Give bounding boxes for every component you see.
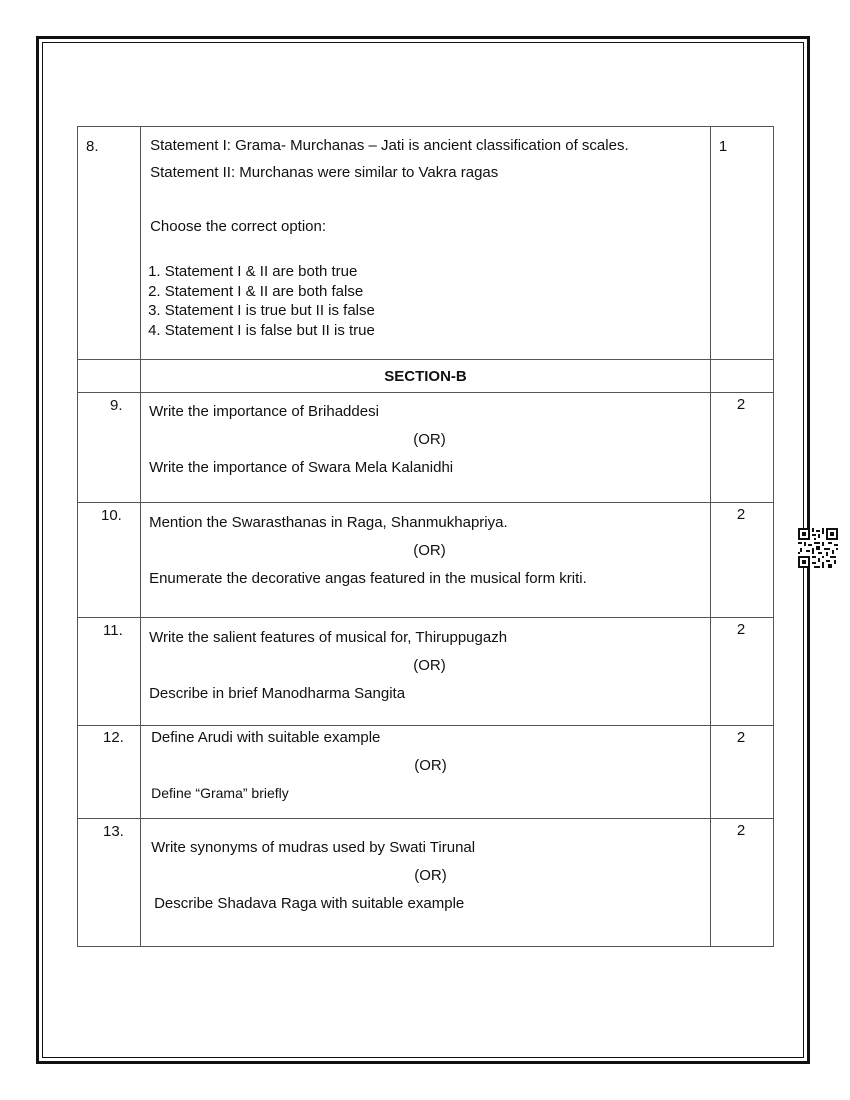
statement-text: Statement I: Grama- Murchanas – Jati is ancient classification of scales.	[150, 137, 629, 154]
marks-value: 2	[736, 822, 746, 839]
question-number-cell	[78, 127, 141, 360]
question-cell	[141, 393, 711, 503]
marks-value: 1	[718, 138, 728, 155]
question-cell	[141, 726, 711, 819]
marks-value: 2	[736, 396, 746, 413]
question-number: 9.	[110, 397, 123, 414]
question-number-cell	[78, 393, 141, 503]
table-row	[78, 503, 774, 618]
table-row	[78, 393, 774, 503]
or-separator: (OR)	[413, 431, 446, 448]
question-number-cell	[78, 618, 141, 726]
question-table	[77, 126, 774, 947]
question-number: 13.	[103, 823, 124, 840]
question-number: 8.	[86, 138, 99, 155]
section-title: SECTION-B	[384, 368, 467, 385]
question-text: Write synonyms of mudras used by Swati Tirunal	[151, 839, 476, 856]
marks-cell	[710, 393, 773, 503]
table-row	[78, 726, 774, 819]
marks-cell	[710, 819, 773, 947]
list-item: 1. Statement I & II are both true	[148, 263, 358, 280]
question-number-cell	[78, 819, 141, 947]
table-row	[78, 127, 774, 360]
marks-value: 2	[736, 621, 746, 638]
list-item: 3. Statement I is true but II is false	[148, 302, 375, 319]
question-text: Mention the Swarasthanas in Raga, Shanmukhapriya.	[149, 514, 508, 531]
table-row	[78, 819, 774, 947]
marks-value: 2	[736, 506, 746, 523]
question-cell	[141, 127, 711, 360]
section-header-cell	[141, 360, 711, 393]
marks-cell	[710, 503, 773, 618]
question-cell	[141, 819, 711, 947]
question-text: Write the importance of Brihaddesi	[149, 403, 379, 420]
question-text: Describe Shadava Raga with suitable example	[154, 895, 465, 912]
or-separator: (OR)	[414, 867, 447, 884]
question-text: Describe in brief Manodharma Sangita	[149, 685, 406, 702]
marks-cell	[710, 127, 773, 360]
list-item: 2. Statement I & II are both false	[148, 282, 364, 300]
marks-cell	[710, 618, 773, 726]
question-cell	[141, 503, 711, 618]
table-row	[78, 360, 774, 393]
options-list	[148, 262, 710, 340]
marks-cell	[710, 726, 773, 819]
question-number-cell	[78, 726, 141, 819]
table-row	[78, 618, 774, 726]
question-number: 12.	[103, 729, 124, 746]
question-number: 10.	[101, 507, 122, 524]
question-text: Write the salient features of musical for, Thiruppugazh	[149, 629, 508, 646]
list-item: 4. Statement I is false but II is true	[148, 321, 375, 339]
prompt-text: Choose the correct option:	[150, 218, 327, 235]
question-text: Write the importance of Swara Mela Kalanidhi	[149, 459, 454, 476]
or-separator: (OR)	[413, 542, 446, 559]
question-text: Define Arudi with suitable example	[151, 729, 381, 746]
question-cell	[141, 618, 711, 726]
question-text: Enumerate the decorative angas featured in the musical form kriti.	[149, 570, 587, 587]
question-number-cell	[78, 503, 141, 618]
marks-value: 2	[736, 729, 746, 746]
or-separator: (OR)	[413, 657, 446, 674]
question-number: 11.	[103, 622, 123, 639]
or-separator: (OR)	[414, 757, 447, 774]
qr-code-icon	[798, 528, 838, 568]
question-text: Define “Grama” briefly	[151, 785, 289, 801]
statement-text: Statement II: Murchanas were similar to Vakra ragas	[150, 164, 499, 181]
